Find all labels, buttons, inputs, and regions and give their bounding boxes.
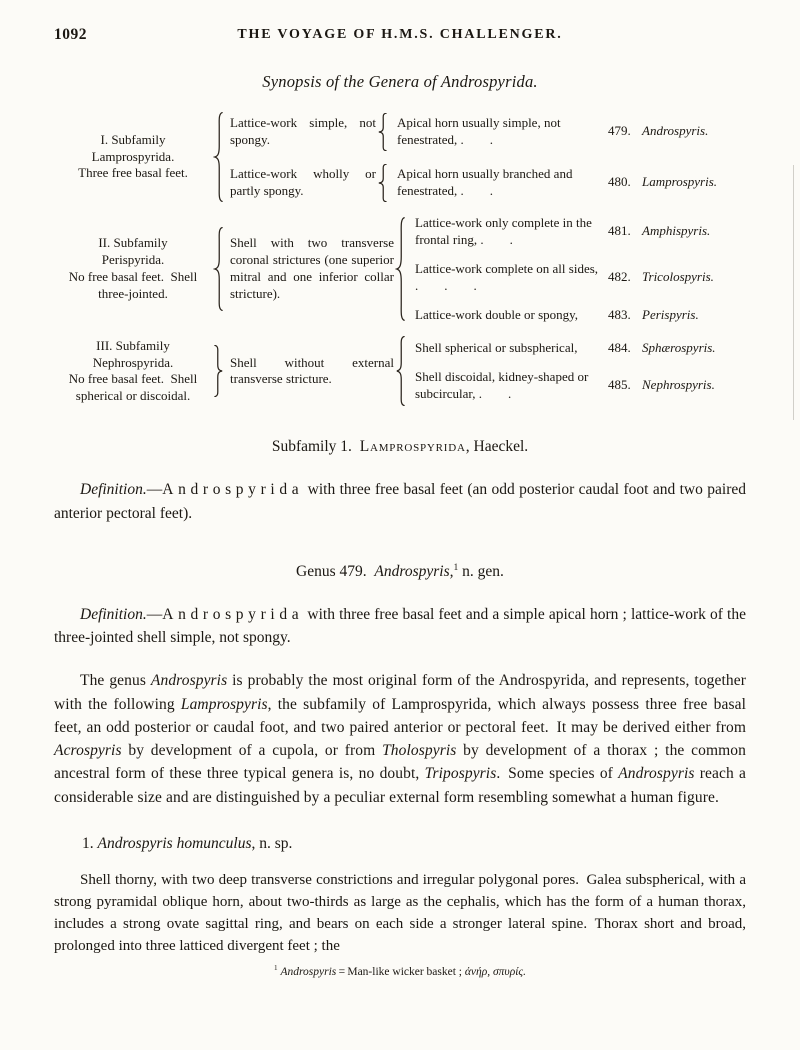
synopsis-group-2 xyxy=(54,215,746,323)
key-row xyxy=(407,215,746,249)
middle-text: Shell with two transverse coronal strictures (one superior mitral and one inferior collar stricture). xyxy=(230,235,394,302)
genus-name: Amphispyris. xyxy=(642,223,711,239)
genus-entry xyxy=(608,340,746,357)
footnote-text: = Man-like wicker basket ; xyxy=(336,966,465,979)
body-text: by development of a thorax ; the common ancestral form of these three typical genera is, no doubt, xyxy=(54,742,746,783)
label-line: No free basal feet. Shell xyxy=(68,269,198,285)
result-text: Shell spherical or subspherical, xyxy=(415,340,578,356)
genus-entry xyxy=(608,377,746,394)
genus-number: 485. xyxy=(608,377,631,393)
spaced-taxon-name: Androspyrida xyxy=(162,481,304,499)
body-text: , the subfamily of Lamprospyrida, which always possess three free basal feet, an odd posterior or caudal foot, and two paired anterior or pectoral feet. It may be derived either from xyxy=(54,695,746,736)
genus-number: 483. xyxy=(608,306,631,322)
label-line: three-jointed. xyxy=(98,286,168,302)
left-brace-icon xyxy=(394,217,407,321)
group-3-results xyxy=(407,340,746,403)
scan-edge-artifact xyxy=(793,165,794,420)
genus-heading-suffix: n. gen. xyxy=(458,562,504,580)
middle-text: Shell without external transverse stricture. xyxy=(230,354,394,387)
genus-entry xyxy=(608,123,746,140)
genus-name: Nephrospyris. xyxy=(642,377,715,393)
species-name: Androspyris homunculus xyxy=(97,834,252,852)
genus-entry xyxy=(608,174,746,191)
footnote-marker: 1 xyxy=(274,964,278,973)
genus-name-inline: Androspyris xyxy=(150,672,228,690)
genus-number: 481. xyxy=(608,223,631,239)
definition-label: Definition. xyxy=(80,605,147,623)
description-paragraph: Shell thorny, with two deep transverse constrictions and irregular polygonal pores. Galea subspherical, with a strong pyramidal oblique horn, about two-thirds as large as the cephalis, which has the form of a human thorax, includes a strong ovate sagittal ring, and bears on each side a stronger lateral spine. Thorax short and broad, prolonged into three latticed divergent feet ; the xyxy=(54,871,746,955)
label-line: No free basal feet. Shell xyxy=(68,371,198,387)
key-row xyxy=(407,307,746,324)
label-line: Nephrospyrida. xyxy=(92,354,174,370)
right-brace-icon xyxy=(212,345,225,397)
genus-name-inline: Tholospyris xyxy=(382,742,457,760)
result-text: Apical horn usually branched and fenestrated, . . xyxy=(397,165,573,198)
genus-name: Perispyris. xyxy=(642,306,699,322)
running-title: THE VOYAGE OF H.M.S. CHALLENGER. xyxy=(237,27,563,42)
synopsis-group-3 xyxy=(54,336,746,406)
result-text: Lattice-work complete on all sides, . . . xyxy=(415,260,599,293)
genus-name-inline: Lamprospyris xyxy=(180,695,268,713)
subfamily-prefix: Subfamily 1. xyxy=(271,438,360,456)
label-line: spherical or discoidal. xyxy=(75,388,191,404)
subfamily-suffix: , Haeckel. xyxy=(465,438,529,456)
genus-name-inline: Androspyris xyxy=(618,765,695,783)
label-line: III. Subfamily xyxy=(96,337,170,353)
synopsis-title: Synopsis of the Genera of Androspyrida. xyxy=(262,72,538,91)
group-1-label xyxy=(54,132,212,183)
page-header xyxy=(54,26,746,46)
species-number: 1. xyxy=(82,834,98,852)
genus-heading-name: Androspyris, xyxy=(374,562,454,580)
key-row xyxy=(407,261,746,295)
genus-name: Sphærospyris. xyxy=(642,340,716,356)
genus-entry xyxy=(608,223,746,240)
genus-heading-prefix: Genus 479. xyxy=(296,562,375,580)
genus-heading xyxy=(54,563,746,581)
body-paragraph xyxy=(54,669,746,809)
definition-text: with three free basal feet (an odd posterior caudal foot and two paired anterior pectoral feet). xyxy=(54,481,746,522)
label-line: I. Subfamily xyxy=(100,131,166,147)
em-dash: — xyxy=(146,605,163,623)
label-line: II. Subfamily xyxy=(98,235,168,251)
genus-name: Lamprospyris. xyxy=(642,174,718,190)
key-row xyxy=(407,369,746,403)
genus-entry xyxy=(608,269,746,286)
subfamily-name: Lamprospyrida xyxy=(359,438,466,456)
label-line: Lamprospyrida. xyxy=(91,148,175,164)
genus-name-inline: Acrospyris xyxy=(54,742,122,760)
group-1-options xyxy=(225,113,746,202)
group-2-results xyxy=(407,215,746,323)
condition-text: Lattice-work simple, not spongy. xyxy=(230,114,376,147)
left-brace-icon xyxy=(376,113,389,151)
label-line: Perispyrida. xyxy=(101,252,165,268)
spaced-taxon-name: Androspyrida xyxy=(162,605,304,623)
footnote-genus-name: Androspyris xyxy=(280,966,337,979)
key-row xyxy=(407,340,746,357)
definition-text: with three free basal feet and a simple apical horn ; lattice-work of the three-jointed shell simple, not spongy. xyxy=(54,605,746,647)
page-number: 1092 xyxy=(54,26,87,43)
footnote-marker: 1 xyxy=(453,561,459,573)
group-3-label xyxy=(54,338,212,406)
label-line: Three free basal feet. xyxy=(78,165,188,181)
left-brace-icon xyxy=(212,227,225,311)
synopsis-table xyxy=(54,112,746,406)
synopsis-group-1 xyxy=(54,112,746,202)
body-text: reach a considerable size and are distinguished by a peculiar external form resembling somewhat a human figure. xyxy=(54,765,747,806)
body-text: by development of a cupola, or from xyxy=(121,742,383,760)
body-text: . Some species of xyxy=(496,765,619,783)
key-row xyxy=(225,113,746,151)
body-text: is probably the most original form of the Androspyrida, and represents, together with the following xyxy=(54,672,746,713)
species-heading xyxy=(82,835,746,853)
footnote xyxy=(54,966,746,978)
genus-entry xyxy=(608,307,746,324)
result-text: Lattice-work double or spongy, xyxy=(415,306,579,322)
genus-name: Tricolospyris. xyxy=(642,269,714,285)
genus-name-inline: Tripospyris xyxy=(424,765,497,783)
definition-label: Definition. xyxy=(80,481,147,499)
definition-paragraph-1 xyxy=(54,478,746,525)
genus-number: 480. xyxy=(608,174,631,190)
left-brace-icon xyxy=(394,336,407,406)
result-text: Shell discoidal, kidney-shaped or subcircular, . . xyxy=(415,369,589,401)
genus-number: 482. xyxy=(608,269,631,285)
genus-number: 484. xyxy=(608,340,631,356)
key-row xyxy=(225,164,746,202)
species-suffix: , n. sp. xyxy=(251,834,293,852)
condition-text: Lattice-work wholly or partly spongy. xyxy=(230,165,376,198)
body-text: The genus xyxy=(80,672,151,690)
left-brace-icon xyxy=(212,112,225,202)
result-text: Lattice-work only complete in the frontal ring, . . xyxy=(415,215,592,247)
em-dash: — xyxy=(146,481,163,499)
genus-number: 479. xyxy=(608,123,631,139)
genus-name: Androspyris. xyxy=(642,123,709,139)
definition-paragraph-2 xyxy=(54,603,746,650)
subfamily-heading xyxy=(54,438,746,456)
left-brace-icon xyxy=(376,164,389,202)
footnote-greek-etymology: ἀνήρ, σπυρίς. xyxy=(464,966,526,979)
result-text: Apical horn usually simple, not fenestrated, . . xyxy=(397,114,561,147)
group-2-label xyxy=(54,235,212,303)
